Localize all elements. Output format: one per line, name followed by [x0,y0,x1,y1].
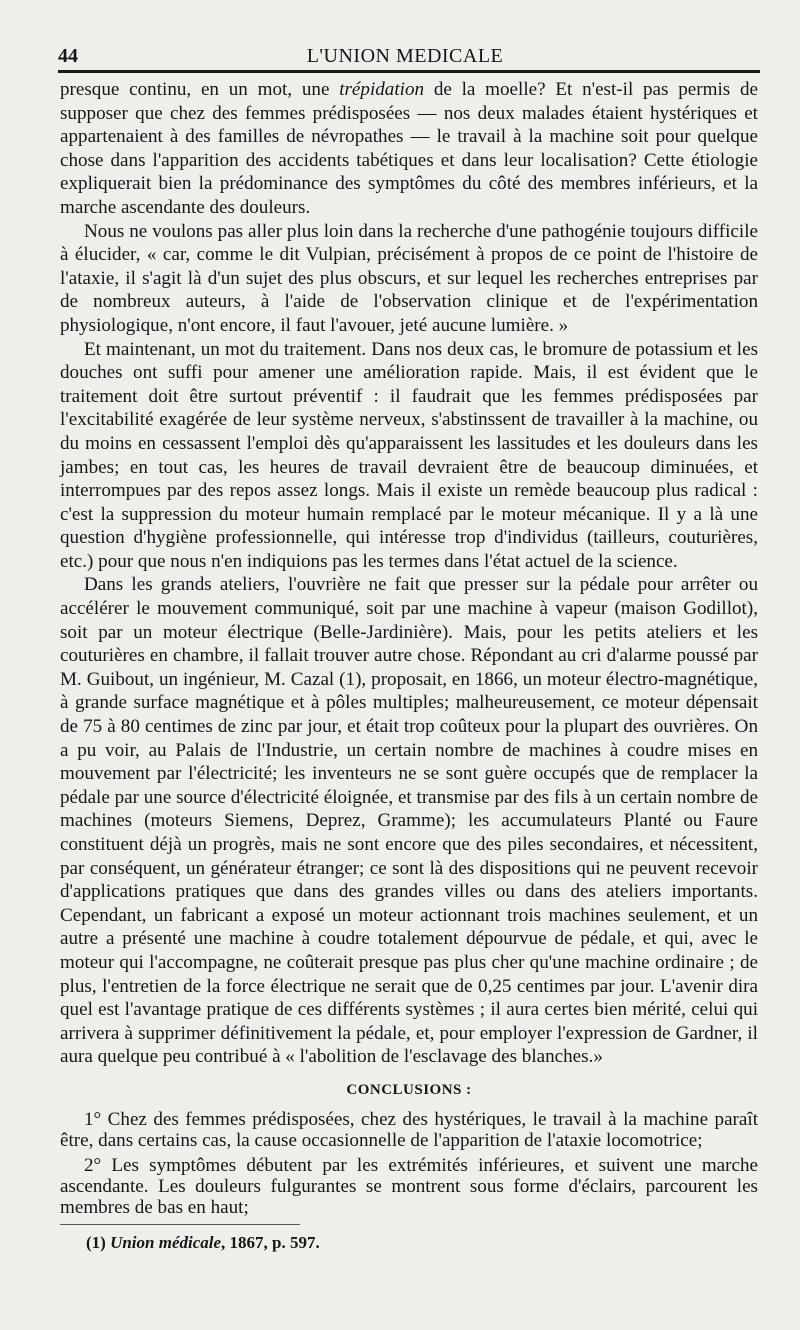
body-text [60,78,758,1254]
footnote-source: Union médicale [110,1232,222,1252]
footnote: (1) Union médicale, 1867, p. 597. [86,1232,320,1252]
paragraph-2: Nous ne voulons pas aller plus loin dans la recherche d'une pathogénie toujours difficile à élucider, « car, comme le dit Vulpian, précisément à propos de ce point de l'histoire de l'ataxie, il s'agit là d'un sujet des plus obscurs, et sur lequel les recherches entreprises par de nombreux auteurs, à l'aide de l'observation clinique et de l'expérimentation physiologique, n'ont encore, il faut l'avouer, jeté aucune lumière. » [60,220,758,336]
conclusions-heading: CONCLUSIONS : [346,1081,472,1098]
conclusion-item-1: 1° Chez des femmes prédisposées, chez des hystériques, le travail à la machine paraît être, dans certains cas, la cause occasionnelle de l'apparition de l'ataxie locomotrice; [60,1108,758,1151]
conclusion-item-2: 2° Les symptômes débutent par les extrémités inférieures, et suivent une marche ascendante. Les douleurs fulgurantes se montrent sous forme d'éclairs, parcourent les membres de bas en haut; [60,1154,758,1218]
page-number: 44 [58,45,78,67]
footnote-rule [60,1224,300,1225]
paragraph-3: Et maintenant, un mot du traitement. Dans nos deux cas, le bromure de potassium et les douches ont suffi pour amener une amélioration rapide. Mais, il est évident que le traitement doit être surtout préventif : il faudrait que les femmes prédisposées par l'excitabilité exagérée de leur système nerveux, s'abstinssent de travailler à la machine, ou du moins en cessassent l'emploi dès qu'apparaissent les lassitudes et les douleurs dans les jambes; en tout cas, les heures de travail devraient être de beaucoup diminuées, et interrompues par des repos assez longs. Mais il existe un remède beaucoup plus radical : c'est la suppression du moteur humain remplacé par le moteur mécanique. Il y a là une question d'hygiène professionnelle, qui intéresse trop d'individus (tailleurs, couturières, etc.) pour que nous n'en indiquions pas les termes dans l'état actuel de la science. [60,338,758,572]
header-rule [58,70,760,73]
paragraph-1: presque continu, en un mot, une trépidation de la moelle? Et n'est-il pas permis de supposer que chez des femmes prédisposées — nos deux malades étaient hystériques et appartenaient à des familles de névropathes — le travail à la machine soit pour quelque chose dans l'apparition des accidents tabétiques et dans leur localisation? Cette étiologie expliquerait bien la prédominance des symptômes du côté des membres inférieurs, et la marche ascendante des douleurs. [60,79,758,218]
emphasis-trepidation: trépidation [339,79,425,100]
page-header [58,38,752,68]
running-head: L'UNION MEDICALE [306,45,504,67]
paragraph-4: Dans les grands ateliers, l'ouvrière ne fait que presser sur la pédale pour arrêter ou accélérer le mouvement communiqué, soit par une machine à vapeur (maison Godillot), soit par un moteur électrique (Belle-Jardinière). Mais, pour les petits ateliers et les couturières en chambre, il fallait trouver autre chose. Répondant au cri d'alarme poussé par M. Guibout, un ingénieur, M. Cazal (1), proposait, en 1866, un moteur électro-magnétique, à grande surface magnétique et à pôles multiples; malheureusement, ce moteur dépensait de 75 à 80 centimes de zinc par jour, et était trop coûteux pour la plupart des ouvrières. On a pu voir, au Palais de l'Industrie, un certain nombre de machines à coudre mises en mouvement par l'électricité; les inventeurs ne se sont guère occupés que de remplacer la pédale par une source d'électricité éloignée, et transmise par des fils à un certain nombre de machines (moteurs Siemens, Deprez, Gramme); les accumulateurs Planté ou Faure constituent déjà un progrès, mais ne sont encore que des piles secondaires, et nécessitent, par conséquent, un générateur étranger; ce sont là des dispositions qui ne peuvent recevoir d'applications pratiques que dans des grandes villes ou dans des ateliers importants. Cependant, un fabricant a exposé un moteur actionnant trois machines seulement, et un autre a présenté une machine à coudre totalement dépourvue de pédale, et qui, avec le moteur qui l'accompagne, ne coûterait presque pas plus cher qu'une machine ordinaire ; de plus, l'entretien de la force électrique ne serait que de 0,25 centimes par jour. L'avenir dira quel est l'avantage pratique de ces différents systèmes ; il aura certes bien mérité, celui qui arrivera à supprimer définitivement la pédale, et, pour employer l'expression de Gardner, il aura quelque peu contribué à « l'abolition de l'esclavage des blanches.» [60,574,758,1068]
